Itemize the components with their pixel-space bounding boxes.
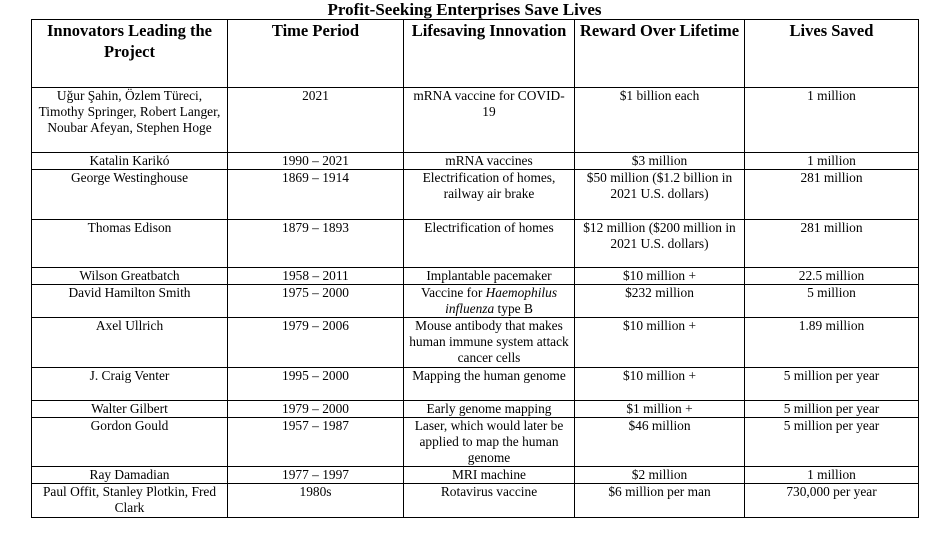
lives-saved-cell: 5 million	[745, 285, 919, 318]
reward-cell: $12 million ($200 million in 2021 U.S. dollars)	[575, 220, 745, 268]
innovation-cell	[404, 153, 575, 170]
reward-cell: $232 million	[575, 285, 745, 318]
time-period-cell: 1869 – 1914	[228, 170, 404, 220]
reward-cell: $10 million +	[575, 368, 745, 401]
innovation-cell	[404, 368, 575, 401]
table-body	[32, 88, 919, 518]
table-row	[32, 153, 919, 170]
reward-cell: $2 million	[575, 467, 745, 484]
innovation-cell	[404, 88, 575, 153]
table-row	[32, 268, 919, 285]
table-row	[32, 285, 919, 318]
table-row	[32, 220, 919, 268]
table-row	[32, 484, 919, 518]
time-period-cell: 1975 – 2000	[228, 285, 404, 318]
reward-cell: $46 million	[575, 418, 745, 467]
innovators-cell: J. Craig Venter	[32, 368, 228, 401]
innovation-text: Electrification of homes, railway air brake	[422, 170, 556, 201]
innovation-text: Implantable pacemaker	[426, 268, 552, 283]
time-period-cell: 1979 – 2000	[228, 401, 404, 418]
innovation-cell	[404, 285, 575, 318]
reward-cell: $1 million +	[575, 401, 745, 418]
lives-saved-cell: 1 million	[745, 467, 919, 484]
innovation-cell	[404, 401, 575, 418]
innovators-cell: Paul Offit, Stanley Plotkin, Fred Clark	[32, 484, 228, 518]
table-title: Profit-Seeking Enterprises Save Lives	[327, 0, 602, 19]
table-row	[32, 418, 919, 467]
reward-cell: $6 million per man	[575, 484, 745, 518]
header-innovation: Lifesaving Innovation	[404, 20, 575, 88]
innovation-cell	[404, 467, 575, 484]
lives-saved-cell: 281 million	[745, 220, 919, 268]
time-period-cell: 1995 – 2000	[228, 368, 404, 401]
innovations-table	[31, 19, 919, 518]
time-period-cell: 1980s	[228, 484, 404, 518]
innovators-cell: Walter Gilbert	[32, 401, 228, 418]
innovators-cell: Axel Ullrich	[32, 318, 228, 368]
time-period-cell: 2021	[228, 88, 404, 153]
lives-saved-cell: 730,000 per year	[745, 484, 919, 518]
innovation-cell	[404, 220, 575, 268]
time-period-cell: 1979 – 2006	[228, 318, 404, 368]
time-period-cell: 1958 – 2011	[228, 268, 404, 285]
innovation-text: MRI machine	[451, 467, 526, 482]
lives-saved-cell: 5 million per year	[745, 401, 919, 418]
innovators-cell: Uğur Şahin, Özlem Türeci, Timothy Springer, Robert Langer, Noubar Afeyan, Stephen Hoge	[32, 88, 228, 153]
innovation-cell	[404, 268, 575, 285]
innovation-cell	[404, 484, 575, 518]
innovation-text: mRNA vaccines	[445, 153, 533, 168]
time-period-cell: 1879 – 1893	[228, 220, 404, 268]
innovation-text: Vaccine for	[420, 285, 486, 300]
innovation-text: Mouse antibody that makes human immune system attack cancer cells	[409, 318, 569, 365]
lives-saved-cell: 22.5 million	[745, 268, 919, 285]
reward-cell: $10 million +	[575, 318, 745, 368]
table-header	[32, 20, 919, 88]
innovation-cell	[404, 318, 575, 368]
header-reward: Reward Over Lifetime	[575, 20, 745, 88]
reward-cell: $1 billion each	[575, 88, 745, 153]
reward-cell: $10 million +	[575, 268, 745, 285]
innovators-cell: Wilson Greatbatch	[32, 268, 228, 285]
time-period-cell: 1990 – 2021	[228, 153, 404, 170]
lives-saved-cell: 5 million per year	[745, 418, 919, 467]
innovation-text: Rotavirus vaccine	[440, 484, 538, 499]
innovation-text: Laser, which would later be applied to map the human genome	[414, 418, 564, 465]
time-period-cell: 1957 – 1987	[228, 418, 404, 467]
innovation-text-suffix: type B	[494, 301, 533, 316]
header-innovators: Innovators Leading the Project	[32, 20, 228, 88]
reward-cell: $50 million ($1.2 billion in 2021 U.S. dollars)	[575, 170, 745, 220]
innovators-cell: Thomas Edison	[32, 220, 228, 268]
table-row	[32, 467, 919, 484]
lives-saved-cell: 1 million	[745, 153, 919, 170]
time-period-cell: 1977 – 1997	[228, 467, 404, 484]
table-row	[32, 318, 919, 368]
innovators-cell: Gordon Gould	[32, 418, 228, 467]
lives-saved-cell: 1.89 million	[745, 318, 919, 368]
innovators-cell: George Westinghouse	[32, 170, 228, 220]
lives-saved-cell: 281 million	[745, 170, 919, 220]
innovation-cell	[404, 418, 575, 467]
innovators-cell: Ray Damadian	[32, 467, 228, 484]
table-row	[32, 88, 919, 153]
innovation-text: mRNA vaccine for COVID-19	[413, 88, 565, 119]
innovation-italic-text: Haemophilus influenza	[445, 285, 558, 316]
innovators-cell: Katalin Karikó	[32, 153, 228, 170]
lives-saved-cell: 5 million per year	[745, 368, 919, 401]
table-row	[32, 401, 919, 418]
innovation-cell	[404, 170, 575, 220]
innovation-text: Mapping the human genome	[412, 368, 566, 383]
header-time-period: Time Period	[228, 20, 404, 88]
reward-cell: $3 million	[575, 153, 745, 170]
innovation-text: Early genome mapping	[426, 401, 552, 416]
innovators-cell: David Hamilton Smith	[32, 285, 228, 318]
table-row	[32, 170, 919, 220]
innovation-text: Electrification of homes	[424, 220, 554, 235]
header-lives-saved: Lives Saved	[745, 20, 919, 88]
lives-saved-cell: 1 million	[745, 88, 919, 153]
table-row	[32, 368, 919, 401]
header-row	[32, 20, 919, 88]
